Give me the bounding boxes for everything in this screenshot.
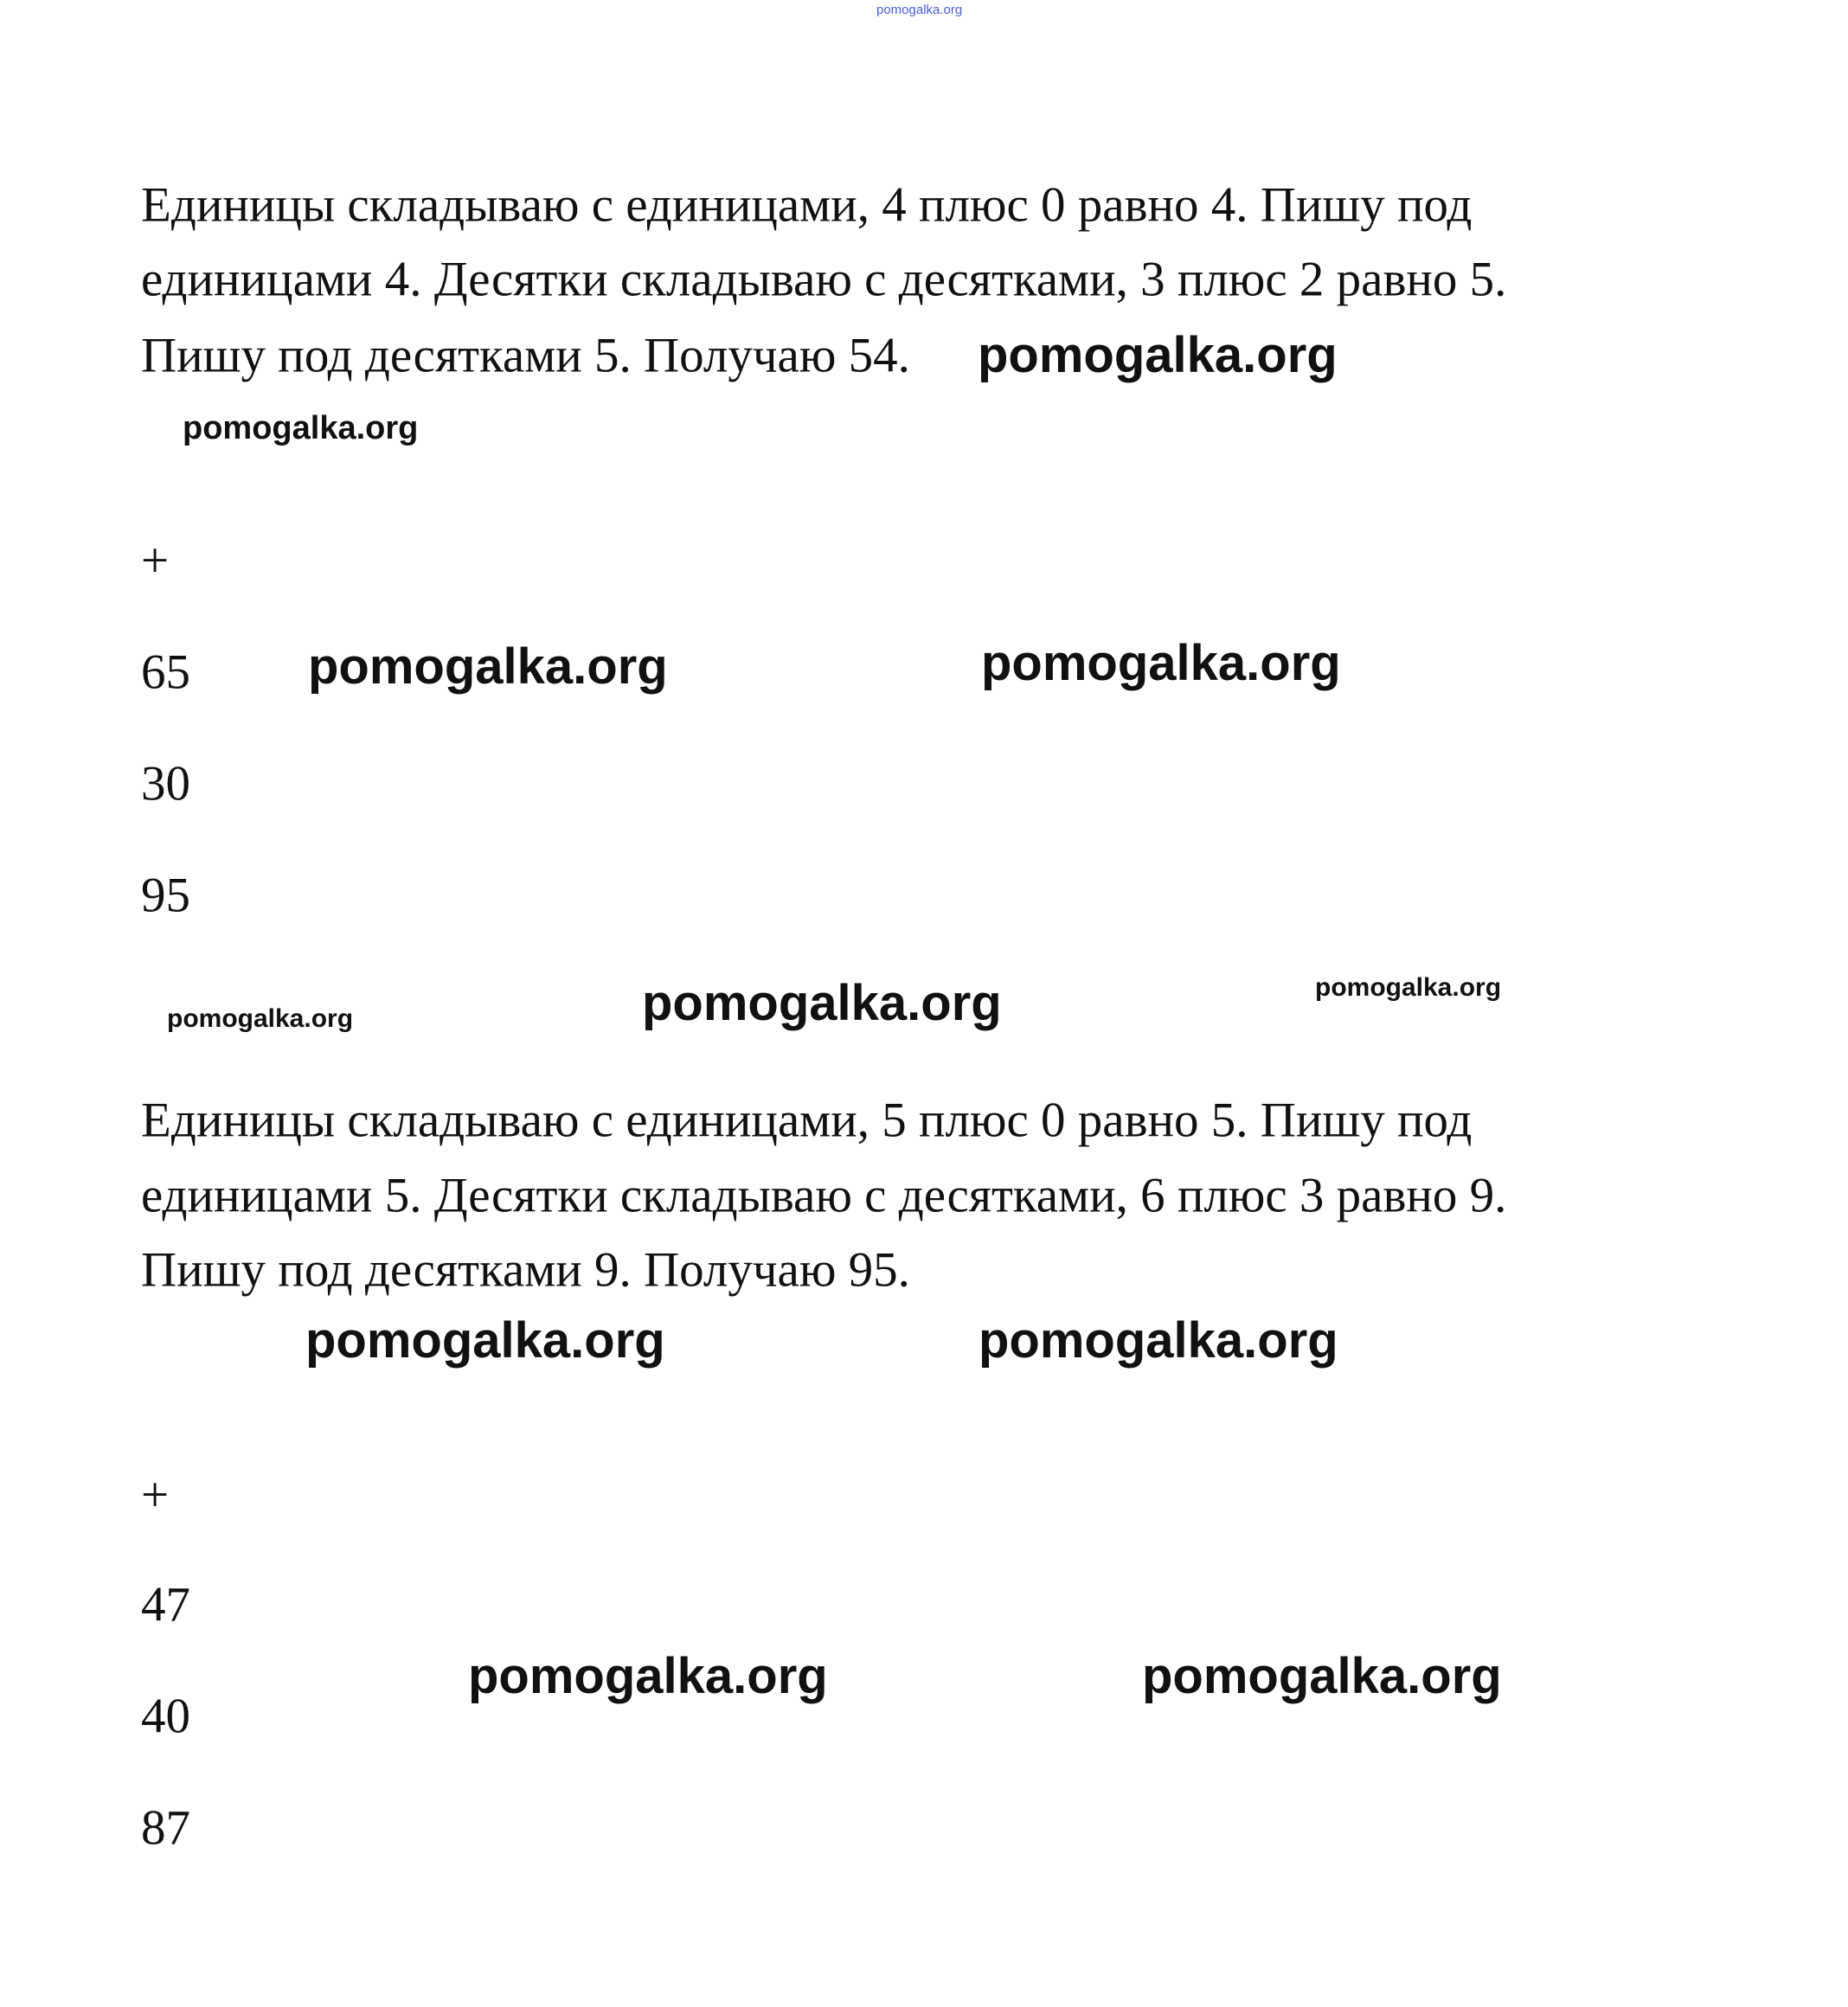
watermark: pomogalka.org bbox=[183, 410, 419, 446]
watermark: pomogalka.org bbox=[978, 327, 1338, 383]
calc-2-addend-1: 47 bbox=[141, 1577, 190, 1632]
watermark: pomogalka.org bbox=[981, 635, 1341, 691]
paragraph-2-line-1: Единицы складываю с единицами, 5 плюс 0 равно 5. Пишу под bbox=[141, 1093, 1473, 1148]
watermark: pomogalka.org bbox=[1142, 1648, 1502, 1704]
paragraph-1-line-1: Единицы складываю с единицами, 4 плюс 0 равно 4. Пишу под bbox=[141, 177, 1473, 233]
paragraph-1-line-3: Пишу под десятками 5. Получаю 54. bbox=[141, 328, 910, 383]
header-watermark: pomogalka.org bbox=[876, 3, 963, 17]
paragraph-2-line-3: Пишу под десятками 9. Получаю 95. bbox=[141, 1242, 910, 1298]
calc-1-sum: 95 bbox=[141, 868, 190, 923]
calc-2-sum: 87 bbox=[141, 1800, 190, 1856]
calc-1-addend-2: 30 bbox=[141, 756, 190, 811]
calc-2-operator: + bbox=[141, 1467, 170, 1523]
watermark: pomogalka.org bbox=[308, 638, 668, 695]
paragraph-2-line-2: единицами 5. Десятки складываю с десятками, 6 плюс 3 равно 9. bbox=[141, 1168, 1507, 1223]
calc-1-operator: + bbox=[141, 533, 170, 588]
watermark: pomogalka.org bbox=[305, 1312, 665, 1369]
calc-1-addend-1: 65 bbox=[141, 644, 190, 700]
calc-2-addend-2: 40 bbox=[141, 1689, 190, 1744]
watermark: pomogalka.org bbox=[642, 975, 1002, 1031]
paragraph-1-line-2: единицами 4. Десятки складываю с десятками, 3 плюс 2 равно 5. bbox=[141, 252, 1507, 307]
watermark: pomogalka.org bbox=[167, 1004, 354, 1033]
watermark: pomogalka.org bbox=[468, 1648, 828, 1704]
watermark: pomogalka.org bbox=[1315, 973, 1502, 1002]
watermark: pomogalka.org bbox=[979, 1312, 1338, 1369]
